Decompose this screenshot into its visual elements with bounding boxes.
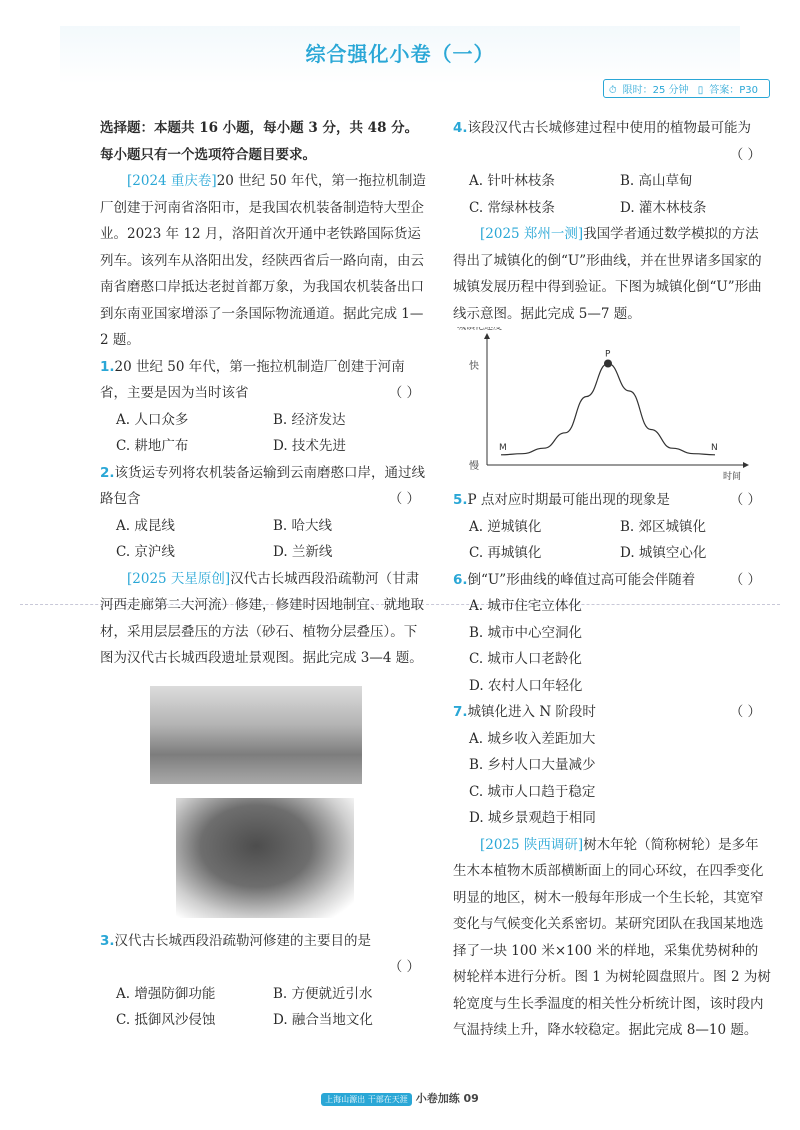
options-7 — [453, 726, 771, 832]
option[interactable]: A. 针叶林枝条 — [469, 173, 555, 189]
options-3 — [100, 981, 430, 1034]
option[interactable]: C. 再城镇化 — [469, 545, 542, 561]
question-stem: 汉代古长城西段沿疏勒河修建的主要目的是 — [114, 932, 372, 949]
options-2 — [100, 513, 430, 566]
option[interactable]: A. 城乡收入差距加大 — [469, 730, 596, 747]
question-number: 5. — [453, 492, 468, 508]
question-number: 6. — [453, 571, 468, 588]
option[interactable]: A. 人口众多 — [116, 411, 189, 428]
passage-1 — [100, 168, 430, 354]
left-column — [100, 115, 430, 1034]
right-column — [453, 115, 771, 1044]
question-number: 4. — [453, 120, 468, 136]
option[interactable]: B. 方便就近引水 — [273, 985, 373, 1002]
instructions: 选择题：本题共 16 小题，每小题 3 分，共 48 分。每小题只有一个选项符合题目要求。 — [100, 120, 419, 163]
figure-great-wall — [100, 672, 430, 928]
great-wall-photo-2 — [176, 798, 354, 918]
option[interactable]: D. 融合当地文化 — [273, 1012, 373, 1028]
option[interactable]: C. 京沪线 — [116, 544, 175, 560]
page-footer — [0, 1090, 800, 1106]
option[interactable]: C. 耕地广布 — [116, 438, 189, 454]
question-stem: 倒“U”形曲线的峰值过高可能会伴随着 — [467, 571, 696, 588]
option[interactable]: C. 城市人口老龄化 — [469, 651, 582, 667]
urbanization-curve-svg — [453, 327, 771, 487]
source-tag: [2025 郑州一测] — [480, 226, 584, 242]
question-7 — [453, 699, 771, 726]
passage-text: 汉代古长城西段沿疏勒河（甘肃河西走廊第二大河流）修建，修建时因地制宜、就地取材，采用层层叠压的方法（砂石、植物分层叠压）。下图为汉代古长城西段遗址景观图。据此完成 3—4 题。 — [100, 570, 424, 666]
options-4 — [453, 168, 771, 221]
answer-blank[interactable]: （ ） — [729, 704, 761, 720]
point-n-label: N — [711, 442, 718, 453]
great-wall-photo-1 — [150, 686, 362, 784]
option[interactable]: A. 成昆线 — [116, 517, 175, 534]
clock-icon: ⏱ — [608, 85, 617, 96]
option[interactable]: C. 城市人口趋于稳定 — [469, 783, 596, 800]
curve-line — [501, 364, 715, 455]
passage-3 — [453, 221, 771, 327]
point-p-marker — [604, 360, 612, 368]
question-number: 7. — [453, 704, 468, 720]
footer-logo: 上海山源出 干部在天涯 — [321, 1093, 412, 1106]
answer-blank[interactable]: （ ） — [729, 571, 761, 588]
urbanization-chart — [453, 327, 771, 487]
passage-text: 我国学者通过数学模拟的方法得出了城镇化的倒“U”形曲线，并在世界诸多国家的城镇发展历程中得到验证。下图为城镇化倒“U”形曲线示意图。据此完成 5—7 题。 — [453, 226, 762, 322]
answer-blank[interactable]: （ ） — [388, 491, 420, 507]
footer-label: 小卷加练 09 — [415, 1092, 479, 1105]
answer-page: 答案：P30 — [709, 85, 758, 96]
option[interactable]: B. 哈大线 — [273, 517, 333, 534]
source-tag: [2024 重庆卷] — [127, 173, 217, 189]
passage-2 — [100, 566, 430, 672]
exam-meta — [603, 79, 770, 98]
point-p-label: P — [605, 349, 611, 360]
question-stem: 20 世纪 50 年代，第一拖拉机制造厂创建于河南省，主要是因为当时该省 — [100, 358, 405, 401]
option[interactable]: B. 城市中心空洞化 — [469, 624, 583, 641]
option[interactable]: D. 城乡景观趋于相同 — [469, 810, 596, 826]
page-title: 综合强化小卷（一） — [305, 42, 495, 66]
question-3 — [100, 928, 430, 955]
passage-4 — [453, 832, 771, 1044]
passage-text: 树木年轮（简称树轮）是多年生木本植物木质部横断面上的同心环纹，在四季变化明显的地区，树木一般每年形成一个生长轮，其宽窄变化与气候变化关系密切。某研究团队在我国某地选择了一块 100 米×100 米的样地，采集优势树种的树轮样本进行分析。图 1 为树轮圆盘照片。图 2 为树轮宽度与生长季温度的相关性分析统计图，该时段内气温持续上升，降水较稳定。据此完成 8—10 题。 — [453, 836, 771, 1038]
document-icon: ▯ — [697, 85, 704, 96]
y-axis-label: 城镇化速度 — [457, 327, 503, 332]
option[interactable]: B. 郊区城镇化 — [620, 518, 707, 535]
question-4 — [453, 115, 771, 142]
y-axis-arrow — [484, 333, 490, 339]
y-tick-label: 快 — [469, 361, 479, 372]
option[interactable]: D. 农村人口年轻化 — [469, 677, 583, 694]
question-stem: 该货运专列将农机装备运输到云南磨憨口岸，通过线路包含 — [100, 464, 426, 507]
question-stem: P 点对应时期最可能出现的现象是 — [467, 492, 670, 508]
answer-blank[interactable]: （ ） — [388, 959, 420, 975]
option[interactable]: D. 灌木林枝条 — [620, 199, 707, 216]
question-6 — [453, 567, 771, 594]
question-1 — [100, 354, 430, 407]
option[interactable]: D. 城镇空心化 — [620, 545, 707, 561]
option[interactable]: B. 经济发达 — [273, 411, 346, 428]
time-limit: 限时：25 分钟 — [622, 85, 689, 96]
x-axis-label: 时间 — [723, 472, 742, 482]
option[interactable]: B. 高山草甸 — [620, 173, 693, 189]
question-5 — [453, 487, 771, 514]
source-tag: [2025 陕西调研] — [480, 836, 584, 853]
option[interactable]: A. 逆城镇化 — [469, 518, 542, 535]
options-6 — [453, 593, 771, 699]
option[interactable]: C. 抵御风沙侵蚀 — [116, 1012, 216, 1028]
options-5 — [453, 514, 771, 567]
question-stem: 该段汉代古长城修建过程中使用的植物最可能为 — [467, 120, 752, 136]
answer-blank[interactable]: （ ） — [729, 146, 761, 163]
question-number: 1. — [100, 358, 115, 375]
question-2 — [100, 460, 430, 513]
passage-text: 20 世纪 50 年代，第一拖拉机制造厂创建于河南省洛阳市，是我国农机装备制造特大型企业。2023 年 12 月，洛阳首次开通中老铁路国际货运列车。该列车从洛阳出发，经陕西省后一路向南，由云南省磨憨口岸抵达老挝首都万象，为我国农机装备出口到东南亚国家增添了一条国际物流通道。据此完成 1—2 题。 — [100, 173, 426, 348]
answer-blank[interactable]: （ ） — [729, 492, 761, 508]
options-1 — [100, 407, 430, 460]
option[interactable]: A. 城市住宅立体化 — [469, 598, 582, 614]
question-number: 3. — [100, 932, 115, 949]
question-number: 2. — [100, 464, 115, 481]
answer-blank[interactable]: （ ） — [388, 385, 420, 401]
source-tag: [2025 天星原创] — [127, 570, 231, 587]
point-m-label: M — [499, 442, 507, 453]
option[interactable]: C. 常绿林枝条 — [469, 199, 555, 216]
option[interactable]: A. 增强防御功能 — [116, 985, 216, 1002]
option[interactable]: D. 技术先进 — [273, 438, 346, 454]
option[interactable]: B. 乡村人口大量减少 — [469, 757, 596, 773]
question-stem: 城镇化进入 N 阶段时 — [467, 704, 596, 720]
option[interactable]: D. 兰新线 — [273, 544, 333, 560]
y-tick-label: 慢 — [469, 461, 479, 472]
x-axis-arrow — [743, 462, 749, 468]
